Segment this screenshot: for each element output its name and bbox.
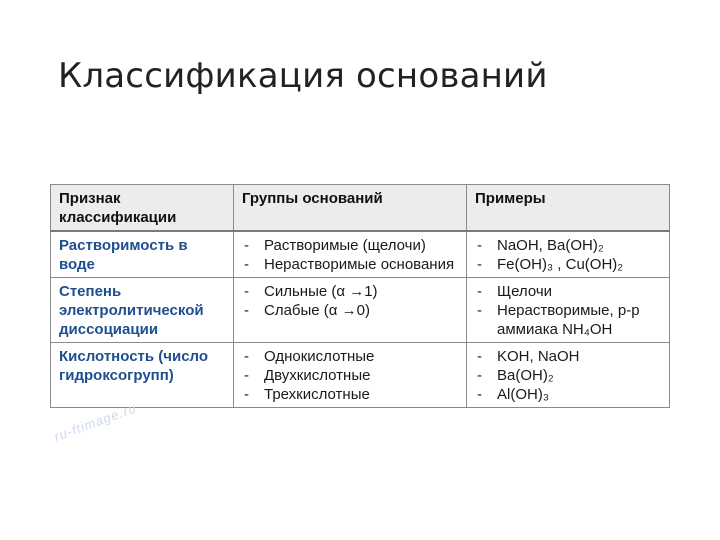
table-row [51,278,670,343]
feature-cell: Растворимость в воде [51,231,234,278]
example-item: - KOH, NaOH [475,347,661,366]
slide-title: Классификация оснований [58,56,548,96]
examples-cell [467,278,670,343]
examples-cell [467,343,670,408]
example-item: - Щелочи [475,282,661,301]
table-header-row [51,185,670,232]
group-item: - Однокислотные [242,347,458,366]
table-row [51,231,670,278]
watermark: ru-ftimage.ru [52,400,139,445]
group-item: - Трехкислотные [242,385,458,404]
group-item: - Двухкислотные [242,366,458,385]
header-feature: Признак классификации [51,185,234,232]
feature-cell: Степень электролитической диссоциации [51,278,234,343]
example-item: - Fe(OH)₃ , Cu(OH)₂ [475,255,661,274]
groups-cell [234,343,467,408]
groups-cell [234,278,467,343]
example-item: - Al(OH)₃ [475,385,661,404]
group-item: - Нерастворимые основания [242,255,458,274]
examples-cell [467,231,670,278]
table-row [51,343,670,408]
group-item: - Растворимые (щелочи) [242,236,458,255]
groups-cell [234,231,467,278]
classification-table [50,184,670,408]
example-item: - Нерастворимые, р-р аммиака NH₄OH [475,301,661,339]
example-item: - NaOH, Ba(OH)₂ [475,236,661,255]
header-groups: Группы оснований [234,185,467,232]
example-item: - Ba(OH)₂ [475,366,661,385]
group-item: - Слабые (α →0) [242,301,458,320]
header-examples: Примеры [467,185,670,232]
feature-cell: Кислотность (число гидроксогрупп) [51,343,234,408]
group-item: - Сильные (α →1) [242,282,458,301]
